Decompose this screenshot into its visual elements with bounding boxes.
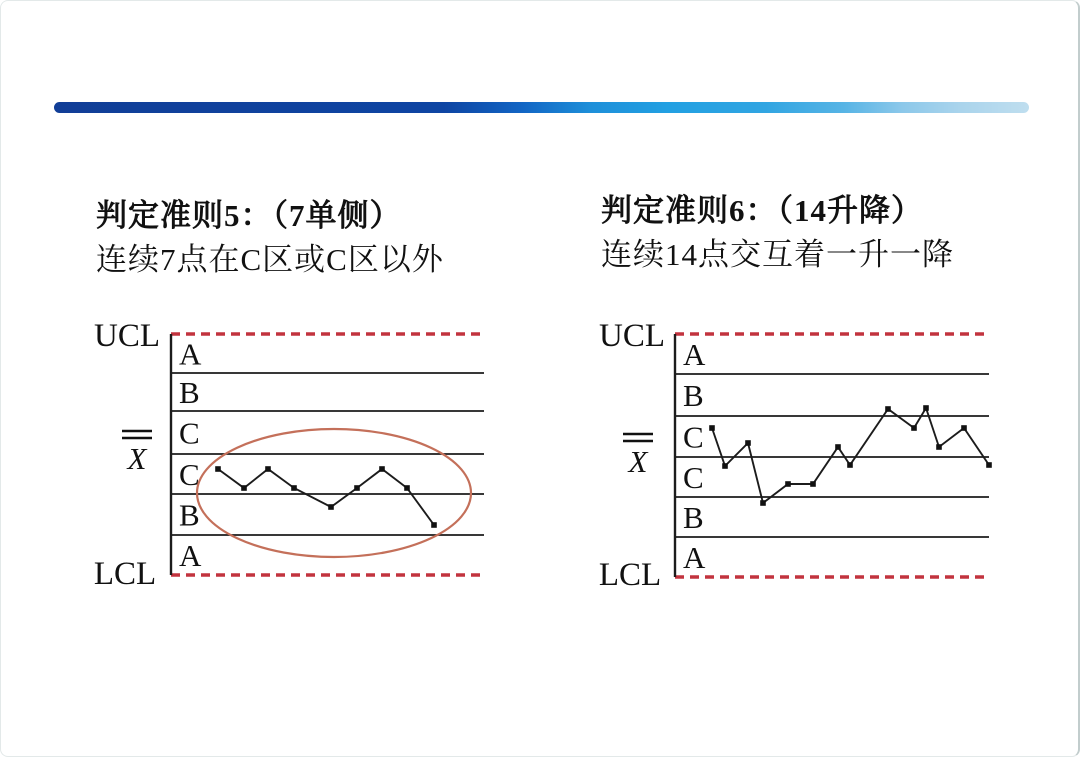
rule-5-control-chart-highlight-ellipse: [197, 429, 471, 557]
rule-6-control-chart-data-point-10: [923, 405, 929, 411]
rule-5-control-chart-zone-label-3: C: [179, 457, 200, 492]
rule-6-control-chart-ucl-label: UCL: [599, 318, 665, 354]
rule-6-control-chart-data-point-1: [722, 463, 728, 469]
rule-6-control-chart-xbar-label: X: [628, 444, 648, 479]
rule-5-control-chart-data-point-3: [291, 485, 297, 491]
rule-5-control-chart-data-point-5: [354, 485, 360, 491]
rule-6-control-chart-zone-label-0: A: [683, 337, 706, 372]
rule-6-control-chart-data-point-0: [709, 425, 715, 431]
rule-5-control-chart-data-point-2: [265, 466, 271, 472]
rule-5-control-chart-zone-label-4: B: [179, 497, 200, 533]
rule-6-control-chart-data-point-13: [986, 462, 992, 468]
rule-6-control-chart-lcl-label: LCL: [598, 557, 662, 593]
rule-5-control-chart-zone-label-1: B: [179, 375, 200, 410]
rule-6-control-chart-data-point-7: [847, 462, 853, 468]
rule-5-control-chart-data-point-0: [215, 466, 221, 472]
rule-5-control-chart-xbar-label: X: [127, 441, 147, 476]
rule-6-control-chart-data-line: [712, 408, 989, 503]
rule-6-control-chart-data-point-5: [810, 481, 816, 487]
control-charts-layer: [1, 1, 1080, 757]
rule5-title: 判定准则5：（7单侧）: [96, 198, 402, 233]
rule-5-control-chart-data-point-1: [241, 485, 247, 491]
rule-5-control-chart-zone-label-2: C: [179, 415, 200, 451]
rule-6-control-chart-data-point-8: [885, 406, 891, 412]
rule-6-control-chart-data-point-12: [961, 425, 967, 431]
rule6-subtitle: 连续14点交互着一升一降: [601, 237, 954, 272]
rule5-subtitle: 连续7点在C区或C区以外: [96, 242, 444, 277]
rule-6-control-chart-zone-label-1: B: [683, 378, 704, 413]
rule-5-control-chart-data-point-8: [431, 522, 437, 528]
rule-6-control-chart-data-point-6: [835, 444, 841, 450]
rule-6-control-chart-zone-label-4: B: [683, 500, 704, 535]
rule-5-control-chart-zone-label-5: A: [179, 538, 202, 573]
rule-5-control-chart-ucl-label: UCL: [94, 318, 160, 354]
rule-5-control-chart-data-point-4: [328, 504, 334, 510]
rule-6-control-chart-data-point-9: [911, 425, 917, 431]
rule-6-control-chart-zone-label-3: C: [683, 460, 704, 495]
rule-5-control-chart-zone-label-0: A: [179, 336, 202, 372]
rule-6-control-chart-zone-label-5: A: [683, 540, 706, 575]
rule-6-control-chart-zone-label-2: C: [683, 419, 704, 455]
rule-6-control-chart-data-point-3: [760, 500, 766, 506]
rule-5-control-chart-data-line: [218, 469, 434, 525]
rule-6-control-chart-data-point-2: [745, 440, 751, 446]
rule6-title: 判定准则6：（14升降）: [601, 193, 923, 228]
rule-6-control-chart-data-point-11: [936, 444, 942, 450]
rule-5-control-chart-data-point-7: [404, 485, 410, 491]
rule-5-control-chart-data-point-6: [379, 466, 385, 472]
rule-6-control-chart-data-point-4: [785, 481, 791, 487]
rule-5-control-chart-lcl-label: LCL: [93, 556, 157, 592]
